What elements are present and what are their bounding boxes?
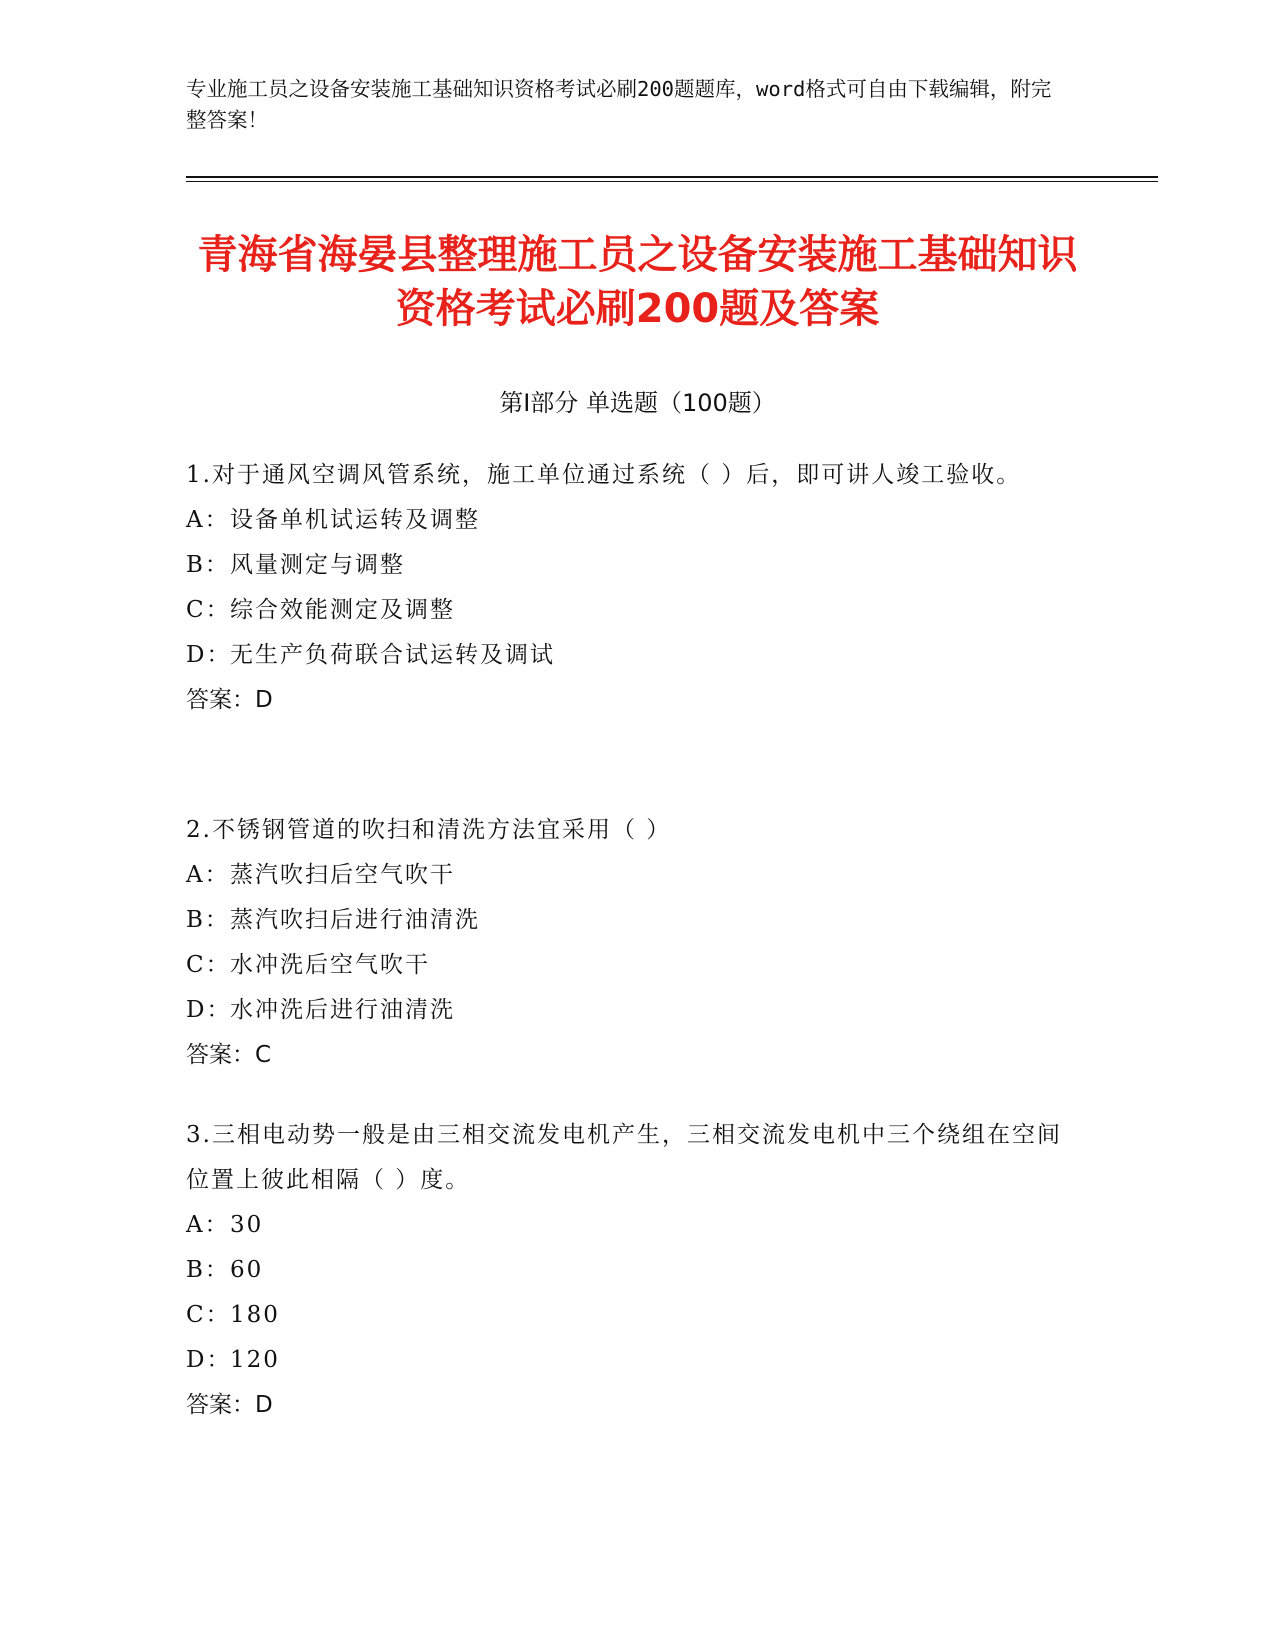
- option-text: 蒸汽吹扫后进行油清洗: [230, 907, 480, 933]
- header-note: 专业施工员之设备安装施工基础知识资格考试必刷200题题库，word格式可自由下载编辑，附完整答案！: [186, 77, 1052, 132]
- option-text: 风量测定与调整: [230, 552, 405, 578]
- option-text: 水冲洗后进行油清洗: [230, 997, 455, 1023]
- option-text: 综合效能测定及调整: [230, 597, 455, 623]
- option-key: C：: [186, 597, 231, 623]
- option-a: [186, 853, 1066, 898]
- option-key: C：: [186, 952, 231, 978]
- option-key: D：: [186, 997, 232, 1023]
- option-c: [186, 588, 1066, 633]
- option-text: 蒸汽吹扫后空气吹干: [230, 862, 455, 888]
- question-2: [186, 808, 1066, 1078]
- answer-line: 答案：C: [186, 1042, 272, 1068]
- option-key: B：: [186, 1257, 230, 1283]
- option-d: [186, 633, 1066, 678]
- option-text: 30: [230, 1212, 264, 1238]
- option-key: A：: [186, 1212, 230, 1238]
- document-title: 青海省海晏县整理施工员之设备安装施工基础知识资格考试必刷200题及答案: [197, 232, 1078, 332]
- option-text: 120: [230, 1347, 280, 1373]
- option-text: 无生产负荷联合试运转及调试: [230, 642, 555, 668]
- answer-line: 答案：D: [186, 687, 273, 713]
- question-stem: 1.对于通风空调风管系统，施工单位通过系统（ ）后，即可讲人竣工验收。: [186, 462, 1022, 488]
- option-text: 水冲洗后空气吹干: [230, 952, 430, 978]
- option-b: [186, 543, 1066, 588]
- question-3: [186, 1113, 1066, 1428]
- option-a: [186, 1203, 1066, 1248]
- option-key: D：: [186, 1347, 232, 1373]
- option-text: 180: [230, 1302, 280, 1328]
- option-key: A：: [186, 507, 230, 533]
- answer-line: 答案：D: [186, 1392, 273, 1418]
- header-divider-thick: [186, 176, 1158, 178]
- option-key: B：: [186, 552, 230, 578]
- option-key: C：: [186, 1302, 231, 1328]
- option-b: [186, 1248, 1066, 1293]
- option-text: 设备单机试运转及调整: [230, 507, 480, 533]
- option-b: [186, 898, 1066, 943]
- option-a: [186, 498, 1066, 543]
- option-c: [186, 943, 1066, 988]
- section-heading: 第Ⅰ部分 单选题（100题）: [499, 389, 776, 417]
- header-divider-thin: [186, 181, 1158, 182]
- option-key: D：: [186, 642, 232, 668]
- option-key: A：: [186, 862, 230, 888]
- option-c: [186, 1293, 1066, 1338]
- question-1: [186, 453, 1066, 723]
- question-stem: 2.不锈钢管道的吹扫和清洗方法宜采用（ ）: [186, 817, 672, 843]
- option-d: [186, 988, 1066, 1033]
- option-d: [186, 1338, 1066, 1383]
- option-key: B：: [186, 907, 230, 933]
- option-text: 60: [230, 1257, 264, 1283]
- question-stem: 3.三相电动势一般是由三相交流发电机产生，三相交流发电机中三个绕组在空间位置上彼此相隔（ ）度。: [186, 1122, 1062, 1193]
